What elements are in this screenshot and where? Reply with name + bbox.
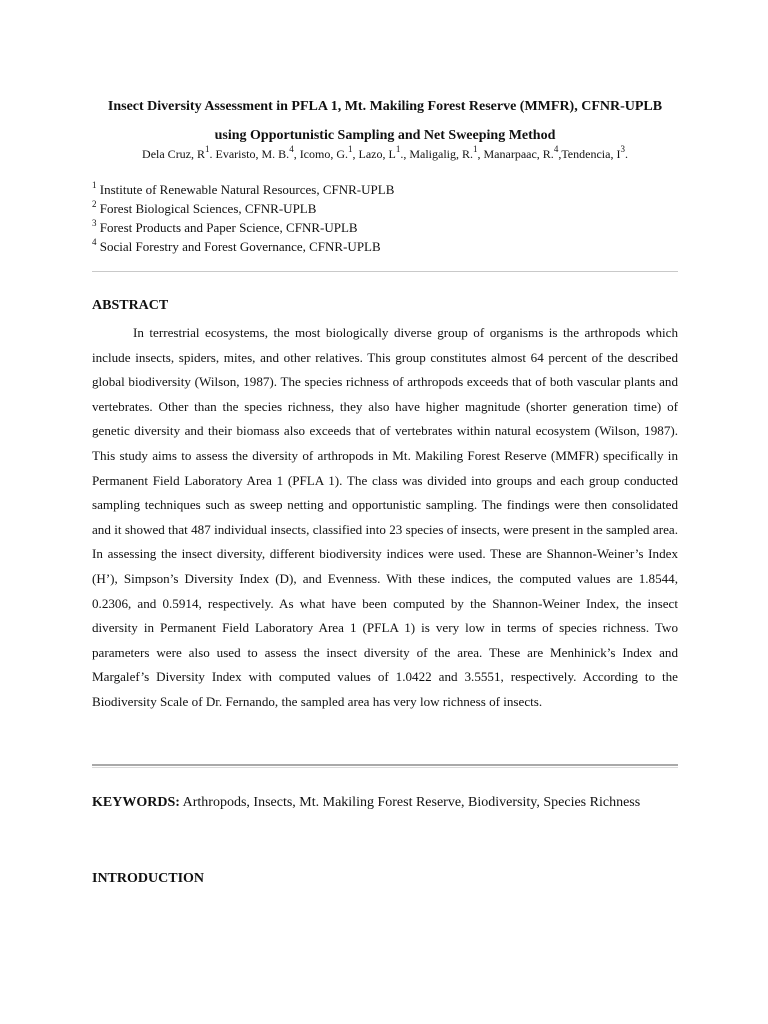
author bbox=[215, 144, 300, 161]
author-name: Dela Cruz, R bbox=[142, 147, 206, 161]
abstract-text: In terrestrial ecosystems, the most biologically diverse group of organisms is the arthropods which include insects, spiders, mites, and other relatives. This group constitutes almost 64 percent of the described global biodiversity (Wilson, 1987). The species richness of arthropods exceeds that of both vascular plants and vertebrates. Other than the species richness, they also have higher magnitude (shorter generation time) of genetic diversity and their biomass also exceeds that of vertebrates within natural ecosystem (Wilson, 1987). This study aims to assess the diversity of arthropods in Mt. Makiling Forest Reserve (MMFR) specifically in Permanent Field Laboratory Area 1 (PFLA 1). The class was divided into groups and each group conducted sampling techniques such as sweep netting and opportunistic sampling. The findings were then consolidated and it showed that 487 individual insects, classified into 23 species of insects, were present in the sampled area. In assessing the insect diversity, different biodiversity indices were used. These are Shannon-Weiner’s Index (H’), Simpson’s Diversity Index (D), and Evenness. With these indices, the computed values are 1.8544, 0.2306, and 0.5914, respectively. As what have been computed by the Shannon-Weiner Index, the insect diversity in Permanent Field Laboratory Area 1 (PFLA 1) is very low in terms of species richness. Two parameters were also used to assess the insect diversity of the area. These are Menhinick’s Index and Margalef’s Diversity Index with computed values of 1.0422 and 3.5551, respectively. According to the Biodiversity Scale of Dr. Fernando, the sampled area has very low richness of insects. bbox=[92, 325, 678, 709]
author bbox=[561, 144, 628, 161]
paper-title: Insect Diversity Assessment in PFLA 1, Mt. Makiling Forest Reserve (MMFR), CFNR-UPLB using Opportunistic Sampling and Net Sweeping Method bbox=[107, 99, 663, 143]
author-separator: , bbox=[477, 147, 484, 161]
keywords-label: KEYWORDS: bbox=[92, 795, 180, 810]
author-list bbox=[92, 145, 678, 163]
affiliation-text: Forest Biological Sciences, CFNR-UPLB bbox=[99, 201, 317, 216]
author bbox=[483, 144, 562, 161]
author-separator: , bbox=[558, 147, 562, 161]
affiliation-item bbox=[92, 218, 678, 237]
author-separator: , bbox=[352, 147, 359, 161]
author-name: Evaristo, M. B. bbox=[215, 147, 290, 161]
author-separator: . bbox=[209, 147, 216, 161]
author-affiliation-mark: 4 bbox=[289, 144, 294, 154]
abstract-heading: ABSTRACT bbox=[92, 298, 169, 313]
author-separator: . bbox=[624, 147, 628, 161]
author-name: Lazo, L bbox=[358, 147, 396, 161]
author-affiliation-mark: 4 bbox=[553, 144, 559, 154]
author bbox=[142, 144, 216, 161]
author bbox=[409, 144, 484, 161]
affiliation-number: 3 bbox=[92, 217, 97, 228]
author-separator: , bbox=[293, 147, 300, 161]
affiliation-item bbox=[92, 180, 678, 199]
affiliation-number: 2 bbox=[92, 198, 97, 209]
author-affiliation-mark: 3 bbox=[620, 144, 625, 154]
section-divider bbox=[92, 271, 678, 272]
affiliation-list bbox=[92, 180, 678, 256]
author-name: Manarpaac, R. bbox=[483, 147, 554, 161]
author bbox=[299, 144, 359, 161]
author-name: Tendencia, I bbox=[561, 147, 621, 161]
affiliation-text: Social Forestry and Forest Governance, CFNR-UPLB bbox=[99, 239, 381, 254]
author-separator: ., bbox=[400, 147, 410, 161]
affiliation-text: Institute of Renewable Natural Resources, CFNR-UPLB bbox=[99, 182, 395, 197]
affiliation-text: Forest Products and Paper Science, CFNR-UPLB bbox=[99, 220, 358, 235]
affiliation-number: 1 bbox=[92, 179, 97, 190]
author-affiliation-mark: 1 bbox=[395, 144, 401, 154]
author-affiliation-mark: 1 bbox=[473, 144, 478, 154]
author-name: Maligalig, R. bbox=[409, 147, 473, 161]
author-name: Icomo, G. bbox=[299, 147, 349, 161]
affiliation-number: 4 bbox=[92, 236, 97, 247]
affiliation-item bbox=[92, 199, 678, 218]
author bbox=[358, 144, 410, 161]
affiliation-item bbox=[92, 237, 678, 256]
introduction-heading: INTRODUCTION bbox=[92, 871, 205, 886]
author-affiliation-mark: 1 bbox=[348, 144, 353, 154]
keywords-paragraph bbox=[92, 789, 678, 816]
author-affiliation-mark: 1 bbox=[205, 144, 210, 154]
section-divider bbox=[92, 764, 678, 766]
keywords-text: Arthropods, Insects, Mt. Makiling Forest Reserve, Biodiversity, Species Richness bbox=[182, 795, 641, 810]
